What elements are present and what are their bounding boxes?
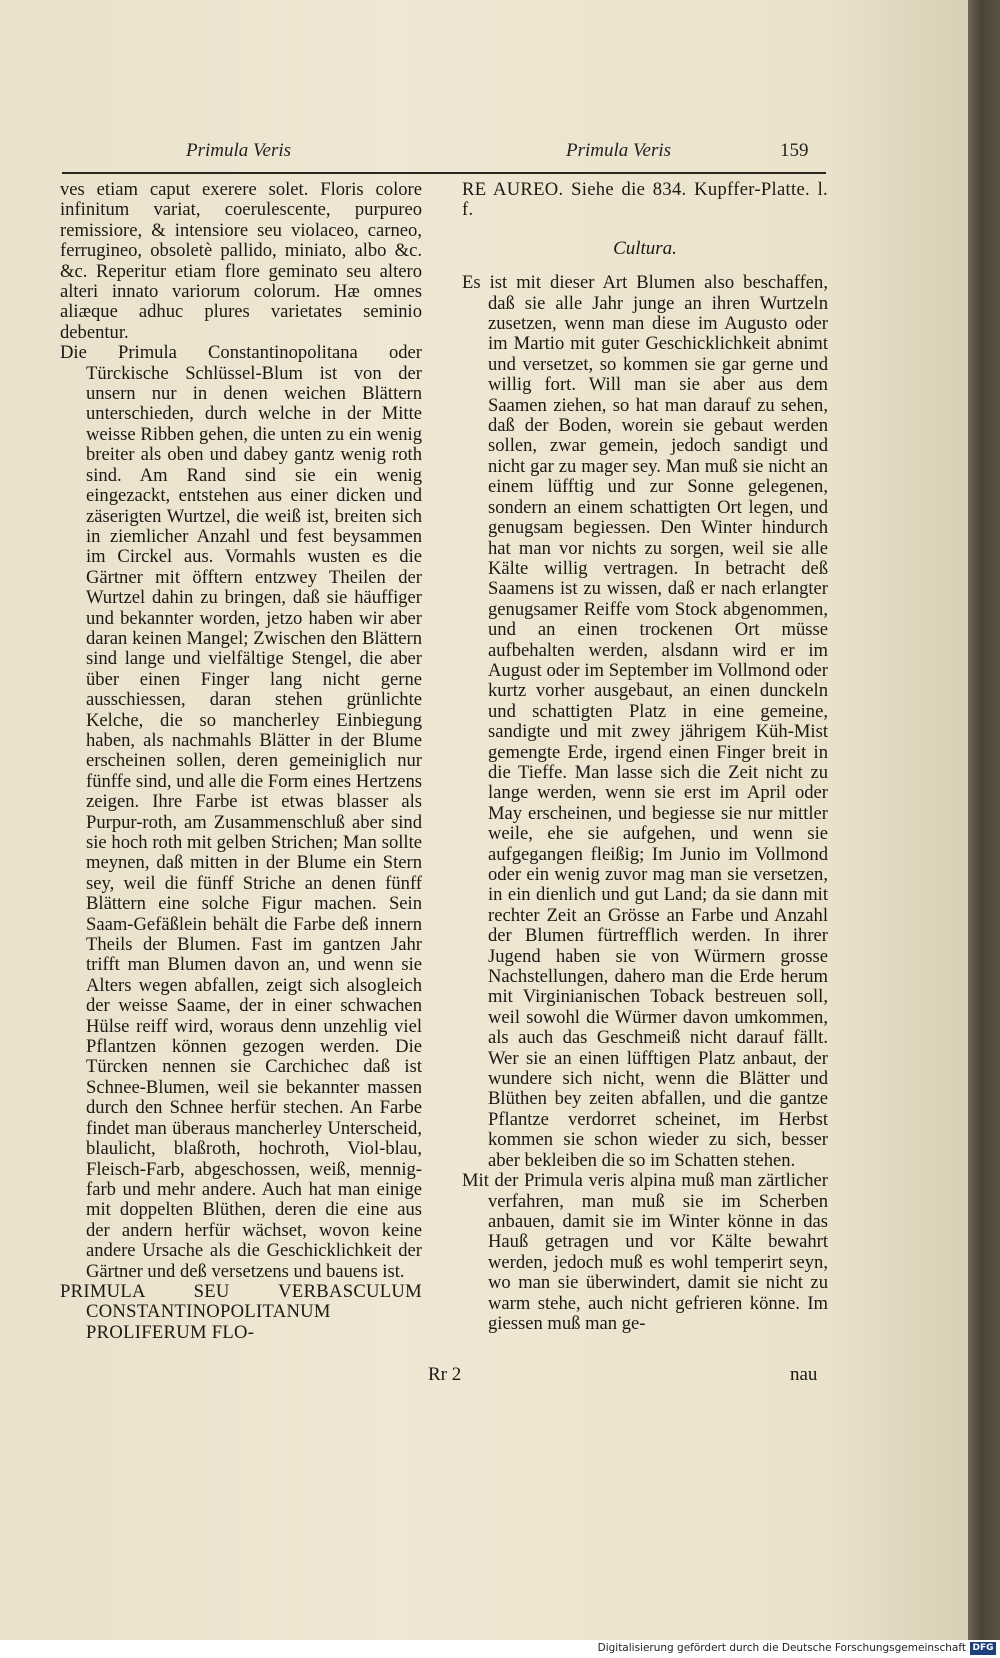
catchword: nau [790,1364,818,1385]
header-rule [62,172,826,174]
page-number: 159 [780,140,809,161]
right-column [462,180,828,1334]
footer-bar [0,1640,1000,1658]
latin-paragraph: ves etiam caput exerere solet. Floris colore infinitum variat, coerulescente, purpureo remissiore, & intensiore seu violaceo, carneo, ferrugineo, obsoletè pallido, miniato, albo &c. &c. Reperitur etiam flore geminato seu altero alteri innato variorum colorum. Hæ omnes aliæque adhuc plures varietates seminio debentur. [60,179,422,343]
cultivation-paragraph: Es ist mit dieser Art Blumen also beschaffen, daß sie alle Jahr junge an ihren Wurtzeln zusetzen, wenn man diese im Augusto oder im Martio mit guter Geschicklichkeit abnimt und versetzet, so kommen sie gar gerne und willig fort. Will man sie aber aus dem Saamen ziehen, so hat man darauf zu sehen, daß der Boden, worein sie gebaut werden sollen, zwar gemein, jedoch sandigt und nicht gar zu mager sey. Man muß sie nicht an einem lüfftig und zur Sonne gelegenen, sondern an einem schattigten Ort legen, und genugsam begiessen. Den Winter hindurch hat man vor nichts zu sorgen, weil sie alle Kälte willig vertragen. In betracht deß Saamens ist zu wissen, daß er nach erlangter genugsamer Reiffe vom Stock abgenommen, und an einen trockenen Ort müsse aufbehalten werden, alsdann wird er im August oder im September im Vollmond oder kurtz vorher ausgebaut, an einen dunckeln und schattigten Platz in eine gemeine, sandigte und mit zwey jährigem Küh-Mist gemengte Erde, irgend einen Finger breit in die Tieffe. Man lasse sich die Zeit nicht zu lange werden, wenn sie erst im April oder May erscheinen, und begiesse sie nur mittler weile, ehe sie aufgehen, und wenn sie aufgegangen fleißig; Im Junio im Vollmond oder ein wenig zuvor mag man sie versetzen, in ein dienlich und gut Land; da sie dann mit rechter Zeit an Grösse an Farbe und Anzahl der Blumen fürtrefflich werden. In ihrer Jugend haben sie von Würmern grosse Nachstellungen, dahero man die Erde herum mit Virginianischen Toback bestreuen soll, weil sowohl die Würmer davon umkommen, als auch das Geschmeiß nicht darauf fällt. Wer sie an einen lüfftigen Platz anbaut, der wundere sich nicht, wenn die Blätter und Blüthen bey zeiten abfallen, und die gantze Pflantze verdorret scheinet, im Herbst kommen sie schon wieder zu sich, besser aber bekleiben die so im Schatten stehen. [462,272,828,1171]
footer-credit: Digitalisierung gefördert durch die Deutsche Forschungsgemeinschaft [597,1642,966,1654]
plate-reference: RE AUREO. Siehe die 834. Kupffer-Platte. l. f. [462,179,828,221]
page-edge-shadow [968,0,1000,1640]
latin-heading-primula-proliferum: PRIMULA SEU VERBASCULUM CONSTANTINOPOLITANUM PROLIFERUM FLO- [60,1280,422,1343]
running-head-center: Primula Veris [566,140,672,161]
signature-mark: Rr 2 [428,1364,462,1385]
alpine-primula-paragraph: Mit der Primula veris alpina muß man zärtlicher verfahren, man muß sie im Scherben anbauen, damit sie im Winter könne in das Hauß getragen und vor Kälte bewahrt werden, jedoch muß es wohl temperirt seyn, wo man sie überwindert, damit sie nicht zu warm stehe, auch nicht gefrieren könne. Im giessen muß man ge- [462,1170,828,1334]
section-heading-cultura: Cultura. [613,237,677,259]
german-paragraph-turkish-primula: Die Primula Constantinopolitana oder Türckische Schlüssel-Blum ist von der unsern nur in denen weichen Blättern unterschieden, durch welche in der Mitte weisse Ribben gehen, die unten zu ein wenig breiter als oben und dabey gantz wenig roth sind. Am Rand sind sie ein wenig eingezackt, entstehen aus einer dicken und zäserigten Wurtzel, die weiß ist, breiten sich in ziemlicher Anzahl und fest beysammen im Circkel aus. Vormahls wusten es die Gärtner mit öfftern entzwey Theilen der Wurtzel dahin zu bringen, daß sie häuffiger und bekannter worden, jetzo haben wir aber daran keinen Mangel; Zwischen den Blättern sind lange und vielfältige Stengel, die aber über einen Finger lang nicht gerne ausschiessen, daran stehen grünlichte Kelche, die so mancherley Einbiegung haben, als nachmahls Blätter in der Blume erscheinen sollen, deren gemeiniglich nur fünffe sind, und alle die Form eines Hertzens zeigen. Ihre Farbe ist etwas blasser als Purpur-roth, am Zusammenschluß aber sind sie hoch roth mit gelben Strichen; Man sollte meynen, daß mitten in der Blume ein Stern sey, weil die fünff Striche an denen fünff Blättern eine solche Figur machen. Sein Saam-Gefäßlein behält die Farbe deß innern Theils der Blumen. Fast im gantzen Jahr trifft man Blumen davon an, und wenn sie Alters wegen abfallen, zeigt sich alsogleich der weisse Saame, der in einer schwachen Hülse reiff wird, woraus denn unzehlig viel Pflantzen können gezogen werden. Die Türcken nennen sie Carchichec daß ist Schnee-Blumen, weil sie bekannter massen durch den Schnee herfür stechen. An Farbe findet man überaus mancherley Unterscheid, blaulicht, blaßroth, hochroth, Viol-blau, Fleisch-Farb, abgeschossen, weiß, mennig-farb und mehr andere. Auch hat man einige mit doppelten Blüthen, deren die eine aus der andern herfür wächset, wovon keine andere Ursache als die Geschicklichkeit der Gärtner und deß versetzens und bauens ist. [60,342,422,1282]
dfg-logo: DFG [970,1642,996,1655]
left-column [60,180,422,1343]
running-head-left: Primula Veris [186,140,292,161]
